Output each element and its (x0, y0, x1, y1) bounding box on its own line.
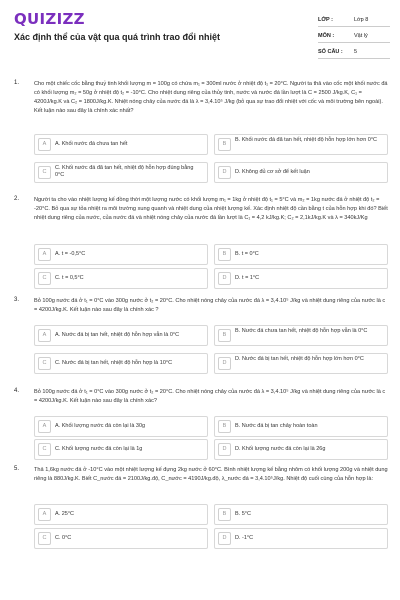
option-text: D. -1°C (235, 535, 254, 541)
option-d[interactable] (214, 353, 388, 374)
meta-value: Vật lý (354, 33, 368, 39)
option-b[interactable] (214, 416, 388, 437)
question-number: 2. (14, 196, 20, 202)
option-letter: C (38, 532, 51, 545)
meta-label: SỐ CÂU : (318, 49, 343, 55)
option-letter: C (38, 166, 51, 179)
option-letter: D (218, 532, 231, 545)
option-letter: B (218, 248, 231, 261)
option-c[interactable] (34, 528, 208, 549)
option-a[interactable] (34, 134, 208, 155)
option-text: D. t = 1°C (235, 275, 260, 281)
option-c[interactable] (34, 268, 208, 289)
option-letter: A (38, 420, 51, 433)
option-d[interactable] (214, 268, 388, 289)
option-letter: B (218, 508, 231, 521)
option-letter: A (38, 508, 51, 521)
question-text: Thả 1,6kg nước đá ở -10°C vào một nhiệt lượng kế đựng 2kg nước ở 60°C. Bình nhiệt lượng kế bằng nhôm có khối lượng 200g và nhiệt dung riêng là 880J/kg.K. Biết C_nước đá = 2100J/kg.độ, C_nước = 4190J/kg.độ, λ_nước đá = 3,4.10⁵J/kg. Nhiệt độ cuối cùng của hỗn hợp là: (34, 467, 388, 482)
option-d[interactable] (214, 439, 388, 460)
option-text: A. Khối nước đá chưa tan hết (55, 141, 128, 147)
option-text: C. Khối lượng nước đá còn lại là 1g (55, 446, 143, 452)
option-text: A. Khối lượng nước đá còn lại là 30g (55, 423, 146, 429)
option-letter: B (218, 420, 231, 433)
quizizz-logo: QUIZIZZ (14, 10, 85, 28)
option-text: A. t = -0,5°C (55, 251, 86, 257)
option-letter: C (38, 272, 51, 285)
option-letter: D (218, 272, 231, 285)
option-letter: A (38, 329, 51, 342)
option-a[interactable] (34, 325, 208, 346)
meta-value: 5 (354, 49, 358, 55)
option-text: B. t = 0°C (235, 251, 259, 257)
option-text: C. Nước đá bị tan hết, nhiệt độ hỗn hợp là 10°C (55, 360, 173, 366)
option-letter: D (218, 357, 231, 370)
meta-row-subject (318, 30, 390, 43)
option-d[interactable] (214, 162, 388, 183)
question-text: Bỏ 100g nước đá ở t₁ = 0°C vào 300g nước ở t₂ = 20°C. Cho nhiệt nóng chảy của nước đá λ = 3,4.10⁵ J/kg và nhiệt dung riêng của nước là c = 4200J/kg.K. Kết luận nào sau đây là chính xác ? (34, 298, 386, 313)
option-letter: C (38, 357, 51, 370)
option-text: B. 5°C (235, 511, 251, 517)
option-text: A. Nước đá bị tan hết, nhiệt độ hỗn hợp vẫn là 0°C (55, 332, 180, 338)
option-text: C. Khối nước đá đã tan hết, nhiệt độ hỗn hợp đúng bằng 0°C (55, 165, 194, 178)
option-a[interactable] (34, 504, 208, 525)
header (0, 0, 400, 62)
option-d[interactable] (214, 528, 388, 549)
question-text: Cho một chiếc cốc bằng thuỷ tinh khối lượng m = 100g có chứa m₁ = 300ml nước ở nhiệt độ t₁ = 20°C. Người ta thả vào cốc một khối nước đá có khối lượng m₂ = 50g ở nhiệt độ t₂ = -10°C. Cho nhiệt dung riêng của thủy tinh, nước và nước đá lần lượt là C = 2500 J/kg.K, C₁ = 4200J/kg.K và C₂ = 1800J/kg.K. Nhiệt nóng chảy của nước đá là λ = 3,4.10⁵ J/kg (bỏ qua sự trao đổi nhiệt với cốc và môi trường bên ngoài). Kết luận nào sau đây là chính xác nhất? (34, 81, 388, 114)
option-b[interactable] (214, 134, 388, 155)
option-b[interactable] (214, 244, 388, 265)
meta-label: MÔN : (318, 33, 335, 39)
option-letter: A (38, 138, 51, 151)
option-letter: B (218, 138, 231, 151)
page-title: Xác định thể của vật qua quá trình trao đổi nhiệt (14, 32, 221, 42)
option-c[interactable] (34, 439, 208, 460)
option-text: B. Khối nước đá đã tan hết, nhiệt độ hỗn hợp lớn hơn 0°C (235, 137, 378, 143)
option-text: C. t = 0,5°C (55, 275, 84, 281)
question-number: 1. (14, 80, 20, 86)
option-text: D. Khối lượng nước đá còn lại là 26g (235, 446, 326, 452)
meta-label: LỚP : (318, 17, 333, 23)
option-text: A. 25°C (55, 511, 75, 517)
option-b[interactable] (214, 504, 388, 525)
option-c[interactable] (34, 353, 208, 374)
option-letter: B (218, 329, 231, 342)
quiz-meta (318, 14, 390, 62)
option-text: D. Nước đá bị tan hết, nhiệt độ hỗn hợp lớn hơn 0°C (235, 356, 364, 362)
option-letter: A (38, 248, 51, 261)
meta-row-count (318, 46, 390, 59)
meta-row-class (318, 14, 390, 27)
option-text: B. Nước đá chưa tan hết, nhiệt độ hỗn hợp vẫn là 0°C (235, 328, 368, 334)
option-text: B. Nước đá bị tan chảy hoàn toàn (235, 423, 318, 429)
question-text: Người ta cho vào nhiệt lượng kế đồng thời một lượng nước có khối lượng m₁ = 1kg ở nhiệt độ t₁ = 5°C và m₂ = 1kg nước đá ở nhiệt độ t₂ = -20°C. Bỏ qua sự tỏa nhiệt ra môi trường xung quanh và nhiệt dung của nhiệt lượng kế. Xác định nhiệt độ cần bằng t của hỗn hợp khi đó? Biết nhiệt dung riêng của nước, của nước đá và nhiệt nóng chảy của nước đá lần lượt là C₁ = 4,2 kJ/kg.K; C₂ = 2,1kJ/kg.K và λ = 340kJ/Kg (34, 197, 388, 221)
option-a[interactable] (34, 416, 208, 437)
question-text: Bỏ 100g nước đá ở t₁ = 0°C vào 300g nước ở t₂ = 20°C. Cho nhiệt nóng chảy của nước đá λ = 3,4.10⁵ J/kg và nhiệt dung riêng của nước là c = 4200J/kg.K. Kết luận nào sau đây là chính xác? (34, 389, 386, 404)
question-number: 5. (14, 466, 20, 472)
option-text: C. 0°C (55, 535, 72, 541)
option-b[interactable] (214, 325, 388, 346)
option-letter: D (218, 166, 231, 179)
meta-value: Lớp 8 (354, 17, 369, 23)
option-letter: C (38, 443, 51, 456)
option-a[interactable] (34, 244, 208, 265)
option-letter: D (218, 443, 231, 456)
question-number: 4. (14, 388, 20, 394)
option-c[interactable] (34, 162, 208, 183)
option-text: D. Không đủ cơ sở để kết luận (235, 169, 310, 175)
question-number: 3. (14, 297, 20, 303)
